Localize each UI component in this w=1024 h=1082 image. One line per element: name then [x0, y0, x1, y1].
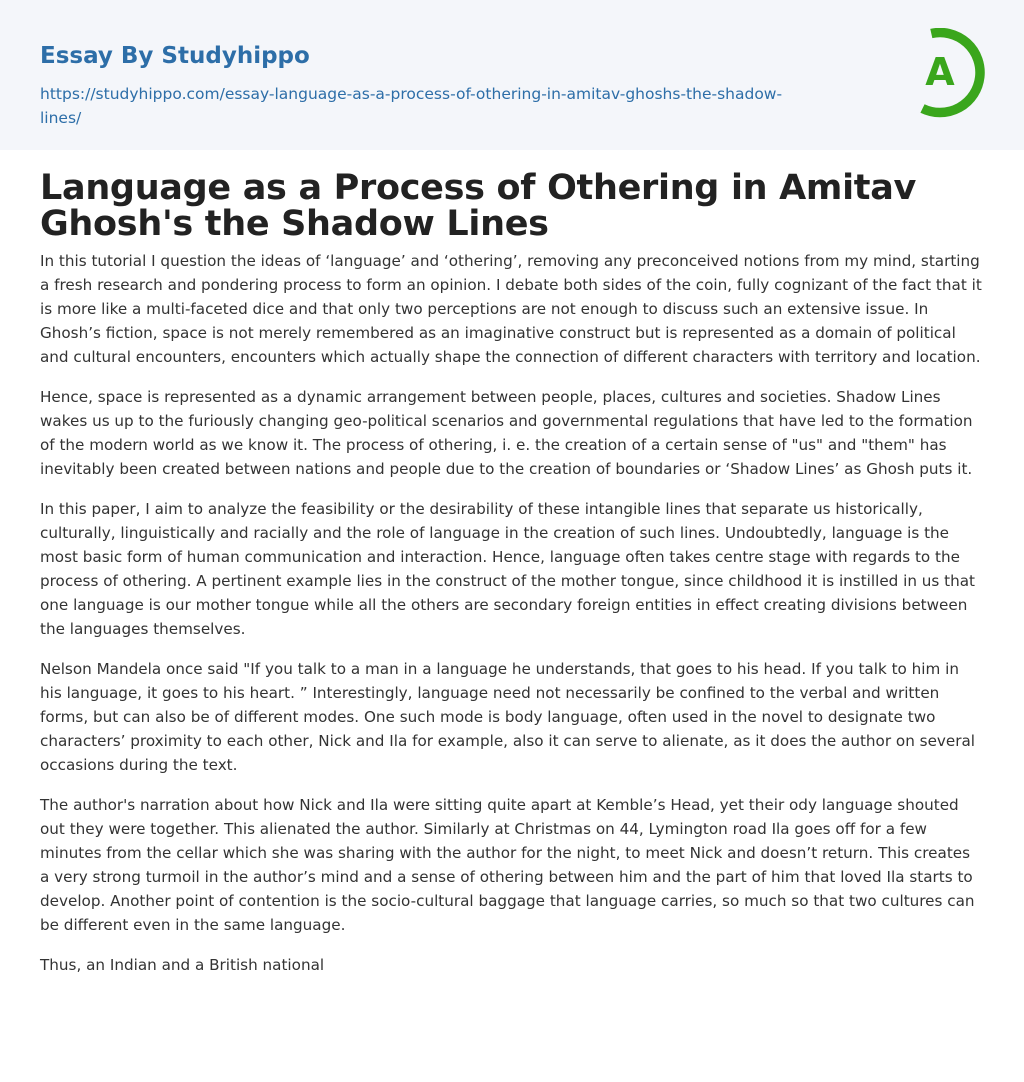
essay-paragraph: Nelson Mandela once said "If you talk to a man in a language he understands, that goes to his head. If you talk to him in his language, it goes to his heart. ” Interestingly, language need not necessarily be confined to the verbal and written forms, but can also be of different modes. One such mode is body language, often used in the novel to designate two characters’ proximity to each other, Nick and Ila for example, also it can serve to alienate, as it does the author on several occasions during the text.	[40, 660, 976, 774]
essay-paragraph: In this tutorial I question the ideas of ‘language’ and ‘othering’, removing any preconceived notions from my mind, starting a fresh research and pondering process to form an opinion. I debate both sides of the coin, fully cognizant of the fact that it is more like a multi-faceted dice and that only two perceptions are not enough to discuss such an extensive issue. In Ghosh’s fiction, space is not merely remembered as an imaginative construct but is represented as a domain of political and cultural encounters, encounters which actually shape the connection of different characters with territory and location.	[40, 252, 982, 366]
essay-paragraph: In this paper, I aim to analyze the feasibility or the desirability of these intangible lines that separate us historically, culturally, linguistically and racially and the role of language in the creation of such lines. Undoubtedly, language is the most basic form of human communication and interaction. Hence, language often takes centre stage with regards to the process of othering. A pertinent example lies in the construct of the mother tongue, since childhood it is instilled in us that one language is our mother tongue while all the others are secondary foreign entities in effect creating divisions between the languages themselves.	[40, 500, 976, 638]
essay-url-link[interactable]: https://studyhippo.com/essay-language-as-a-process-of-othering-in-amitav-ghoshs-the-shadow-lines/	[40, 85, 783, 127]
site-brand[interactable]: Essay By Studyhippo	[40, 43, 310, 69]
essay-title: Language as a Process of Othering in Amitav Ghosh's the Shadow Lines	[40, 168, 917, 244]
studyhippo-logo-icon[interactable]	[902, 28, 988, 118]
essay-paragraph: Hence, space is represented as a dynamic arrangement between people, places, cultures and societies. Shadow Lines wakes us up to the furiously changing geo-political scenarios and governmental regulations that have led to the formation of the modern world as we know it. The process of othering, i. e. the creation of a certain sense of "us" and "them" has inevitably been created between nations and people due to the creation of boundaries or ‘Shadow Lines’ as Ghosh puts it.	[40, 388, 973, 478]
essay-body	[40, 249, 984, 993]
logo-letter: A	[925, 50, 955, 94]
essay-paragraph: Thus, an Indian and a British national	[40, 956, 325, 974]
essay-paragraph: The author's narration about how Nick and Ila were sitting quite apart at Kemble’s Head, yet their ody language shouted out they were together. This alienated the author. Similarly at Christmas on 44, Lymington road Ila goes off for a few minutes from the cellar which she was sharing with the author for the night, to meet Nick and doesn’t return. This creates a very strong turmoil in the author’s mind and a sense of othering between him and the part of him that loved Ila starts to develop. Another point of contention is the socio-cultural baggage that language carries, so much so that two cultures can be different even in the same language.	[40, 796, 975, 934]
site-header	[0, 0, 1024, 150]
